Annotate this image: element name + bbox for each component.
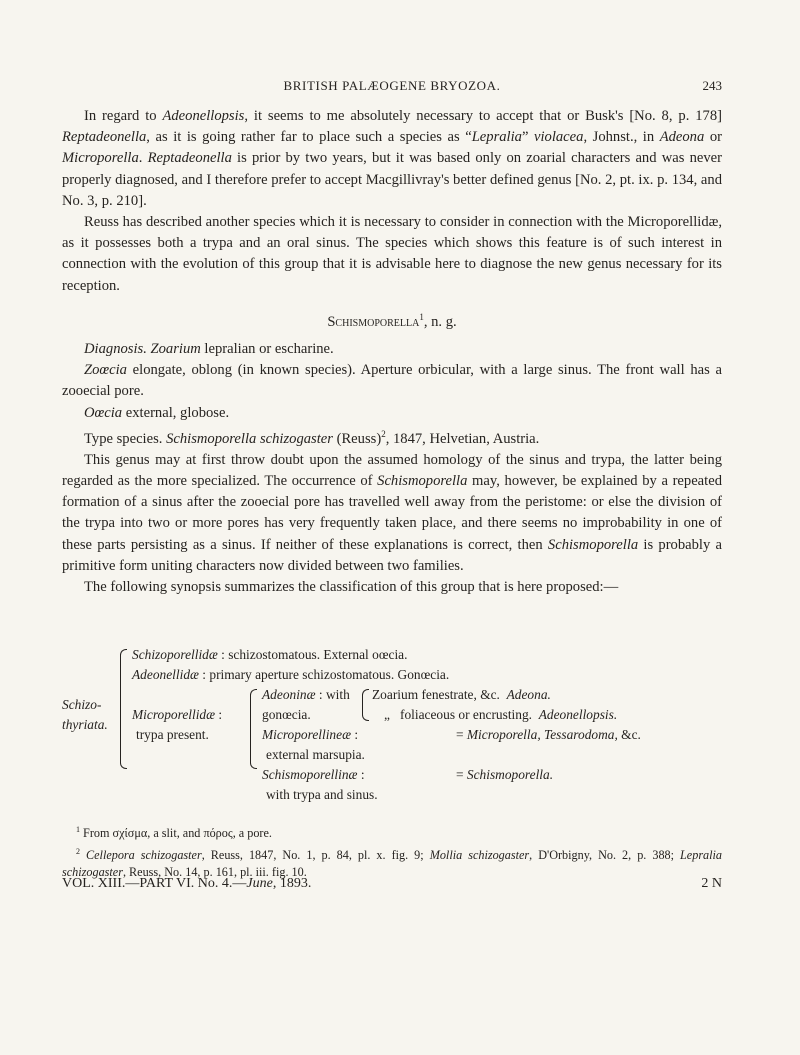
footnote-2: $^2$ Cellepora schizogaster, Reuss, 1847, No. 1, p. 84, pl. x. fig. 9; Mollia schizogaster, D'Orbigny, No. 2, p. 388; Lepralia schizogaster, Reuss, No. 14, p. 161, pl. iii. fig. 10. <box>62 846 723 880</box>
type-species: Type species. Schismoporella schizogaster (Reuss)$^2$, 1847, Helvetian, Austria. <box>84 428 540 447</box>
outer-brace <box>120 649 127 769</box>
footnote-1: $^1$ From σχίσμα, a slit, and πόρος, a pore. <box>76 825 272 841</box>
running-head <box>62 78 722 94</box>
paragraph-3: This genus may at first throw doubt upon the assumed homology of the sinus and trypa, the latter being regarded as the more specialized. The occurrence of Schismoporella may, however, be explained by a repeated formation of a sinus after the zooecial pore has travelled well away from the peristome: or else the division of the trypa into two or more pores has very frequently taken place, and there seems no improbability in one of these parts persisting as a sinus. If neither of these explanations is correct, then Schismoporella is probably a primitive form uniting characters now divided between two families. <box>62 451 722 574</box>
row-adeoninae: Adeoninæ : with <box>262 687 350 702</box>
footnotes <box>62 821 722 882</box>
page-footer <box>62 876 722 892</box>
row-microporellidae: Microporellidæ : <box>132 707 223 722</box>
diagnosis-zooecia: Zoœcia elongate, oblong (in known species). Aperture orbicular, with a large sinus. The front wall has a zooecial pore. <box>62 362 722 400</box>
paragraph-1: In regard to Adeonellopsis, it seems to me absolutely necessary to accept that or Busk's [No. 8, p. 178] Reptadeonella, as it is going rather far to place such a species as “Lepralia” violacea, Johnst., in Adeona or Microporella. Reptadeonella is prior by two years, but it was based only on zoarial characters and was never properly diagnosed, and I therefore prefer to accept Macgillivray's better defined genus [No. 2, pt. ix. p. 134, and No. 3, p. 210]. <box>62 108 722 209</box>
row-eq-microporella: = Microporella, Tessarodoma, &c. <box>456 727 641 742</box>
paragraph-2: Reuss has described another species which it is necessary to consider in connection with the Microporellidæ, as it possesses both a trypa and an oral sinus. The species which shows this feature is of such interest in connection with the evolution of this group that it is advisable here to diagnose the new genus necessary for its reception. <box>62 214 722 294</box>
group-label: Schizo- thyriata. <box>62 697 108 732</box>
row-microporellinae: Microporellineæ : <box>262 727 359 742</box>
row-schizoporellidae: Schizoporellidæ : schizostomatous. External oœcia. <box>132 647 408 662</box>
trypa-sinus: with trypa and sinus. <box>266 787 378 802</box>
row-eq-schismoporella: = Schismoporella. <box>456 767 554 782</box>
main-text <box>62 106 722 598</box>
paragraph-4: The following synopsis summarizes the classification of this group that is here proposed:— <box>84 578 619 595</box>
middle-brace <box>250 689 257 769</box>
row-adeonellidae: Adeonellidæ : primary aperture schizostomatous. Gonœcia. <box>132 667 450 682</box>
signature-mark: 2 N <box>701 876 722 891</box>
page-number: 243 <box>702 78 722 93</box>
genus-heading: Schismoporella$^1$, n. g. <box>327 311 457 330</box>
diagnosis-ooecia: Oœcia external, globose. <box>84 404 230 421</box>
inner-brace <box>362 689 369 721</box>
trypa-present: trypa present. <box>136 727 209 742</box>
volume-info: VOL. XIII.—PART VI. No. 4.—June, 1893. <box>62 876 312 891</box>
running-title: BRITISH PALÆOGENE BRYOZOA. <box>283 78 501 93</box>
row-foliaceous: „ foliaceous or encrusting. Adeonellopsis. <box>384 707 618 722</box>
row-zoarium-fenestrate: Zoarium fenestrate, &c. Adeona. <box>372 687 551 702</box>
diagnosis-zoarium: Diagnosis. Zoarium lepralian or escharine. <box>84 340 334 357</box>
row-schismoporellinae: Schismoporellinæ : <box>262 767 365 782</box>
gonoecia: gonœcia. <box>262 707 311 722</box>
external-marsupia: external marsupia. <box>266 747 365 762</box>
